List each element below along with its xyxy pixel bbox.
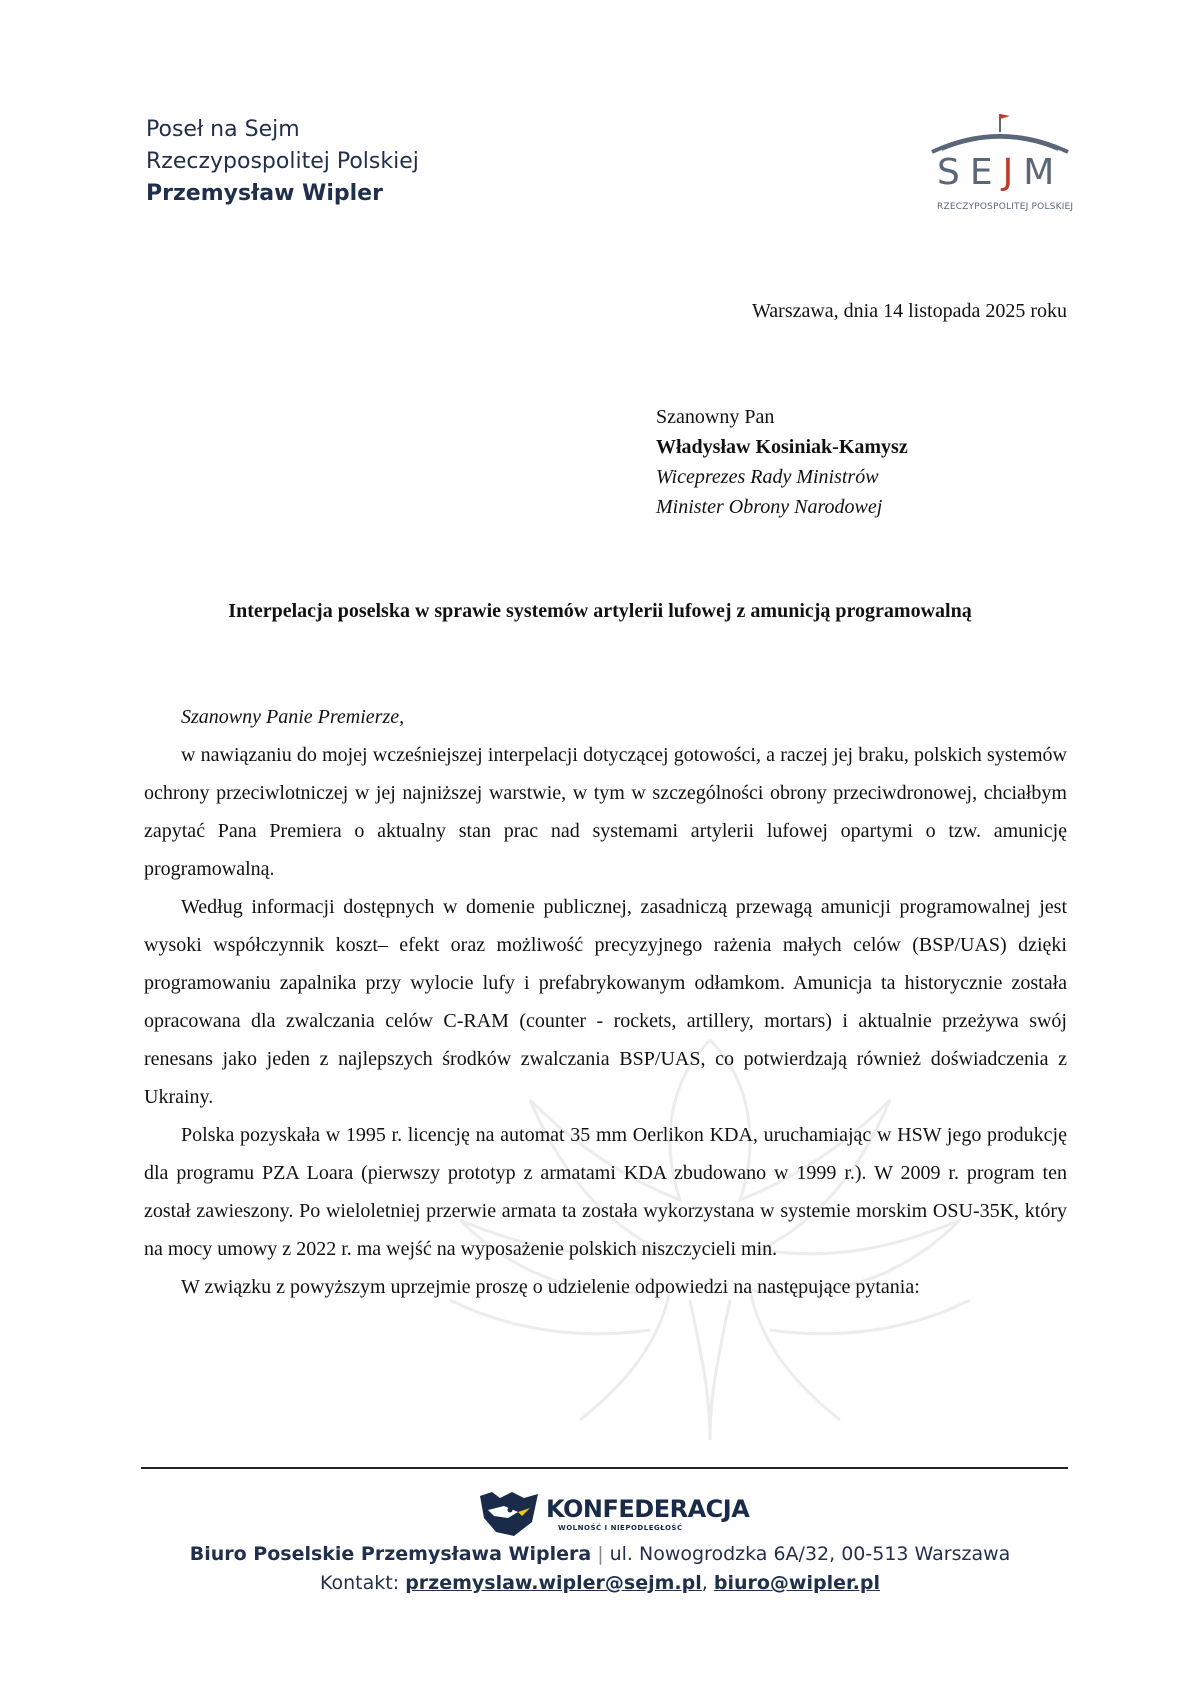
header-line-1: Poseł na Sejm	[146, 117, 300, 142]
mp-name: Przemysław Wipler	[146, 181, 383, 206]
paragraph-4: W związku z powyższym uprzejmie proszę o udzielenie odpowiedzi na następujące pytania:	[181, 1276, 920, 1298]
footer-separator: |	[597, 1543, 604, 1565]
konfederacja-wordmark: KONFEDERACJA	[546, 1495, 750, 1523]
email-link-biuro[interactable]: biuro@wipler.pl	[713, 1572, 880, 1594]
sejm-wordmark	[937, 152, 1064, 193]
recipient-title-1: Wiceprezes Rady Ministrów	[656, 466, 879, 488]
mp-header	[146, 114, 419, 210]
recipient-block	[656, 402, 908, 522]
footer-address-line	[0, 1543, 1200, 1565]
contact-label: Kontakt:	[320, 1572, 400, 1594]
office-name: Biuro Poselskie Przemysława Wiplera	[189, 1543, 592, 1565]
paragraph-3: Polska pozyskała w 1995 r. licencję na automat 35 mm Oerlikon KDA, uruchamiając w HSW jego produkcję dla programu PZA Loara (pierwszy prototyp z armatami KDA zbudowano w 1999 r.). W 2009 r. program ten został zawieszony. Po wieloletniej przerwie armata ta została wykorzystana w systemie morskim OSU-35K, który na mocy umowy z 2022 r. ma wejść na wyposażenie polskich niszczycieli min.	[144, 1124, 1067, 1260]
sejm-text-right: M	[1023, 152, 1065, 193]
sejm-text-accent: J	[1002, 152, 1024, 193]
konfederacja-tagline: WOLNOŚĆ I NIEPODLEGŁOŚĆ	[558, 1524, 683, 1532]
sejm-subtitle: RZECZYPOSPOLITEJ POLSKIEJ	[937, 202, 1074, 212]
header-line-2: Rzeczypospolitej Polskiej	[146, 149, 419, 174]
letter-body	[144, 698, 1067, 1306]
recipient-salutation: Szanowny Pan	[656, 406, 775, 428]
office-address: ul. Nowogrodzka 6A/32, 00-513 Warszawa	[609, 1543, 1011, 1565]
letter-subject: Interpelacja poselska w sprawie systemów artylerii lufowej z amunicją programowalną	[228, 600, 972, 622]
recipient-name: Władysław Kosiniak-Kamysz	[656, 436, 908, 458]
paragraph-1: w nawiązaniu do mojej wcześniejszej interpelacji dotyczącej gotowości, a raczej jej braku, polskich systemów ochrony przeciwlotniczej w jej najniższej warstwie, w tym w szczególności obrony przeciwdronowej, chciałbym zapytać Pana Premiera o aktualny stan prac nad systemami artylerii lufowej opartymi o tzw. amunicję programowalną.	[144, 744, 1067, 880]
letter-date: Warszawa, dnia 14 listopada 2025 roku	[752, 300, 1067, 322]
footer-divider	[141, 1467, 1068, 1469]
greeting: Szanowny Panie Premierze,	[181, 706, 405, 728]
sejm-text-left: SE	[937, 152, 1003, 193]
recipient-title-2: Minister Obrony Narodowej	[656, 496, 883, 518]
footer-contact-line	[0, 1572, 1200, 1594]
konfederacja-crown-logo-icon	[478, 1492, 540, 1536]
email-link-sejm[interactable]: przemyslaw.wipler@sejm.pl	[405, 1572, 702, 1594]
email-comma: ,	[701, 1572, 708, 1594]
paragraph-2: Według informacji dostępnych w domenie publicznej, zasadniczą przewagą amunicji programowalnej jest wysoki współczynnik koszt– efekt oraz możliwość precyzyjnego rażenia małych celów (BSP/UAS) dzięki programowaniu zapalnika przy wylocie lufy i prefabrykowanym odłamkom. Amunicja ta historycznie została opracowana dla zwalczania celów C-RAM (counter - rockets, artillery, mortars) i aktualnie przeżywa swój renesans jako jeden z najlepszych środków zwalczania BSP/UAS, co potwierdzają również doświadczenia z Ukrainy.	[144, 896, 1067, 1108]
